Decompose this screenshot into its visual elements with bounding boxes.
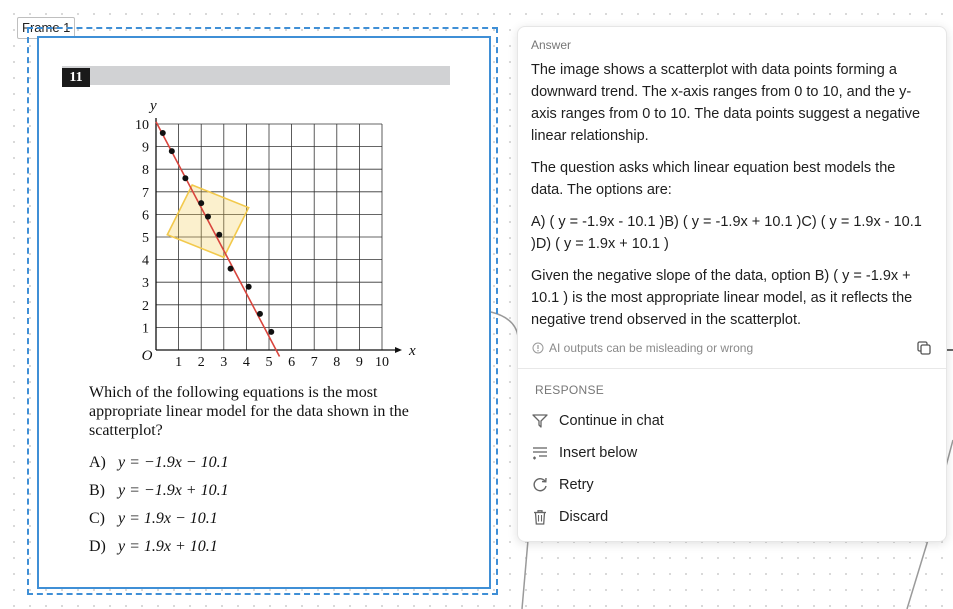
- x-tick-label: 9: [355, 355, 363, 370]
- send-icon: [531, 412, 549, 430]
- retry-button[interactable]: Retry: [531, 472, 594, 498]
- data-point: [198, 200, 204, 206]
- data-point: [246, 284, 252, 290]
- data-point: [216, 232, 222, 238]
- x-tick-label: 5: [265, 355, 273, 370]
- question-number: 11: [62, 68, 90, 87]
- x-axis-arrow: [395, 347, 402, 353]
- question-number-bar: [62, 66, 450, 85]
- data-point: [228, 266, 234, 272]
- x-tick-label: 6: [288, 355, 296, 370]
- y-tick-label: 3: [142, 276, 149, 292]
- y-tick-label: 8: [142, 163, 149, 179]
- x-tick-label: 2: [197, 355, 205, 370]
- ai-answer-panel: [517, 26, 947, 542]
- answer-paragraph: A) ( y = -1.9x - 10.1 )B) ( y = -1.9x + 10.1 )C) ( y = 1.9x - 10.1 )D) ( y = 1.9x + 10.1 ): [531, 214, 922, 252]
- divider: [518, 368, 946, 369]
- x-tick-label: 7: [310, 355, 318, 370]
- discard-button[interactable]: Discard: [531, 504, 608, 530]
- frame-label[interactable]: Frame 1: [17, 17, 75, 39]
- y-tick-label: 2: [142, 298, 149, 314]
- data-point: [257, 311, 263, 317]
- answer-paragraph: Given the negative slope of the data, option B) ( y = -1.9x + 10.1 ) is the most appropriate linear model, as it reflects the negative trend observed in the scatterplot.: [531, 268, 913, 328]
- x-tick-label: 10: [375, 355, 389, 370]
- answer-paragraph: The question asks which linear equation best models the data. The options are:: [531, 160, 896, 198]
- question-text: Which of the following equations is the most appropriate linear model for the data shown in the scatterplot?: [89, 384, 409, 439]
- origin-label: O: [141, 348, 153, 364]
- info-icon: [532, 342, 544, 354]
- x-axis-label: x: [409, 343, 416, 359]
- y-tick-label: 10: [135, 118, 149, 133]
- y-tick-label: 7: [142, 185, 149, 201]
- continue-in-chat-button[interactable]: Continue in chat: [531, 408, 664, 434]
- answer-label: Answer: [531, 38, 572, 52]
- x-tick-label: 3: [220, 355, 228, 370]
- x-tick-label: 1: [175, 355, 183, 370]
- data-point: [169, 148, 175, 154]
- answer-options: [89, 453, 229, 565]
- data-point: [268, 329, 274, 335]
- ai-warning: [532, 341, 753, 355]
- option-a[interactable]: A) y = −1.9x − 10.1: [89, 454, 229, 471]
- insert-below-icon: [531, 444, 549, 462]
- response-label: RESPONSE: [535, 383, 605, 397]
- answer-paragraph: The image shows a scatterplot with data points forming a downward trend. The x-axis ranges from 0 to 10, and the y-axis ranges from 0 to 10. The data points suggest a negative linear relationship.: [531, 62, 921, 144]
- scatterplot: [120, 92, 420, 374]
- y-tick-label: 1: [142, 321, 149, 337]
- y-tick-label: 4: [142, 253, 149, 269]
- x-tick-label: 8: [333, 355, 341, 370]
- copy-icon[interactable]: [916, 340, 932, 360]
- data-point: [182, 175, 188, 181]
- y-tick-label: 9: [142, 140, 149, 156]
- y-tick-label: 5: [142, 231, 149, 246]
- y-tick-label: 6: [142, 208, 149, 224]
- data-point: [205, 214, 211, 220]
- insert-below-button[interactable]: Insert below: [531, 440, 637, 466]
- trash-icon: [531, 508, 549, 526]
- x-tick-label: 4: [242, 355, 250, 370]
- option-d[interactable]: D) y = 1.9x + 10.1: [89, 538, 218, 555]
- warning-text: AI outputs can be misleading or wrong: [549, 341, 754, 355]
- option-b[interactable]: B) y = −1.9x + 10.1: [89, 482, 229, 499]
- data-point: [160, 130, 166, 136]
- retry-icon: [531, 476, 549, 494]
- y-axis-label: y: [150, 98, 157, 114]
- option-c[interactable]: C) y = 1.9x − 10.1: [89, 510, 218, 527]
- fit-line: [156, 122, 280, 357]
- answer-text[interactable]: [531, 59, 931, 341]
